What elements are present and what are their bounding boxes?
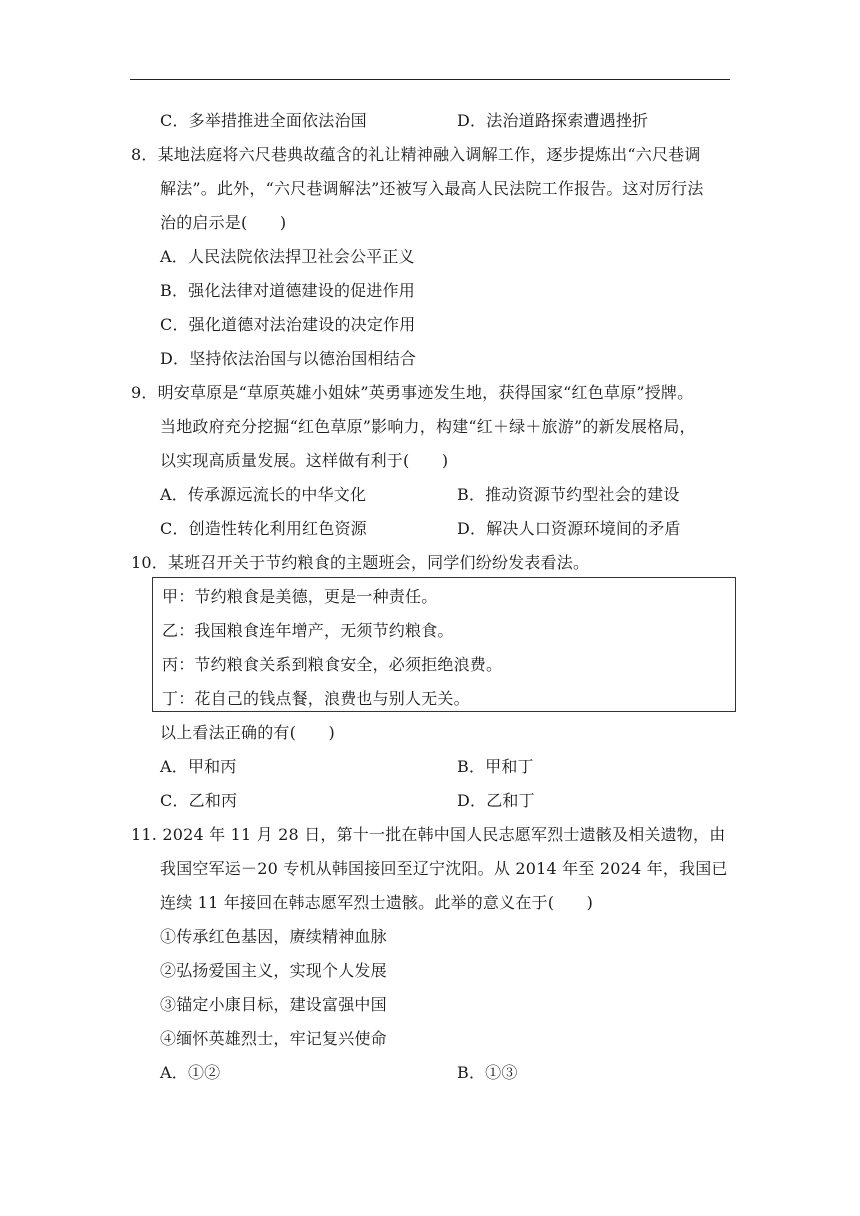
q11-item-1: ①传承红色基因，赓续精神血脉 <box>160 927 387 946</box>
q9-stem-line1: 9．明安草原是“草原英雄小姐妹”英勇事迹发生地，获得国家“红色草原”授牌。 <box>131 383 694 402</box>
q9-option-c: C．创造性转化利用红色资源 <box>160 519 367 538</box>
q8-stem-line2: 解法”。此外，“六尺巷调解法”还被写入最高人民法院工作报告。这对厉行法 <box>160 179 704 198</box>
q11-item-3: ③锚定小康目标，建设富强中国 <box>160 995 387 1014</box>
q11-option-b: B．①③ <box>457 1063 518 1082</box>
q10-option-d: D．乙和丁 <box>457 791 535 810</box>
q7-option-c: C．多举措推进全面依法治国 <box>160 111 367 130</box>
q11-stem-line2: 我国空军运－20 专机从韩国接回至辽宁沈阳。从 2014 年至 2024 年，我国已 <box>160 859 728 878</box>
q10-view-ding: 丁：花自己的钱点餐，浪费也与别人无关。 <box>162 689 470 708</box>
q10-view-bing: 丙：节约粮食关系到粮食安全，必须拒绝浪费。 <box>162 655 503 674</box>
q7-option-d: D．法治道路探索遭遇挫折 <box>457 111 649 130</box>
q11-item-4: ④缅怀英雄烈士，牢记复兴使命 <box>160 1029 387 1048</box>
q10-stem: 10．某班召开关于节约粮食的主题班会，同学们纷纷发表看法。 <box>131 553 590 572</box>
q11-option-a: A．①② <box>160 1063 221 1082</box>
q10-option-c: C．乙和丙 <box>160 791 238 810</box>
q10-option-a: A．甲和丙 <box>160 757 237 776</box>
q11-item-2: ②弘扬爱国主义，实现个人发展 <box>160 961 387 980</box>
q8-option-c: C．强化道德对法治建设的决定作用 <box>160 315 416 334</box>
q8-stem-line3: 治的启示是( ) <box>160 213 287 232</box>
q9-option-b: B．推动资源节约型社会的建设 <box>457 485 680 504</box>
q9-option-a: A．传承源远流长的中华文化 <box>160 485 367 504</box>
q10-view-yi: 乙：我国粮食连年增产，无须节约粮食。 <box>162 621 454 640</box>
header-rule <box>130 79 730 80</box>
q8-stem-line1: 8．某地法庭将六尺巷典故蕴含的礼让精神融入调解工作，逐步提炼出“六尺巷调 <box>131 145 701 164</box>
q10-view-jia: 甲：节约粮食是美德，更是一种责任。 <box>162 587 438 606</box>
q9-option-d: D．解决人口资源环境间的矛盾 <box>457 519 681 538</box>
q8-option-d: D．坚持依法治国与以德治国相结合 <box>160 349 417 368</box>
q11-stem-line3: 连续 11 年接回在韩志愿军烈士遗骸。此举的意义在于( ) <box>160 893 594 912</box>
q8-option-b: B．强化法律对道德建设的促进作用 <box>160 281 415 300</box>
q9-stem-line3: 以实现高质量发展。这样做有利于( ) <box>160 451 449 470</box>
q8-option-a: A．人民法院依法捍卫社会公平正义 <box>160 247 415 266</box>
q11-stem-line1: 11. 2024 年 11 月 28 日，第十一批在韩中国人民志愿军烈士遗骸及相关遗物，由 <box>131 825 726 844</box>
q10-option-b: B．甲和丁 <box>457 757 534 776</box>
q9-stem-line2: 当地政府充分挖掘“红色草原”影响力，构建“红＋绿＋旅游”的新发展格局， <box>160 417 696 436</box>
q10-question: 以上看法正确的有( ) <box>160 723 335 742</box>
